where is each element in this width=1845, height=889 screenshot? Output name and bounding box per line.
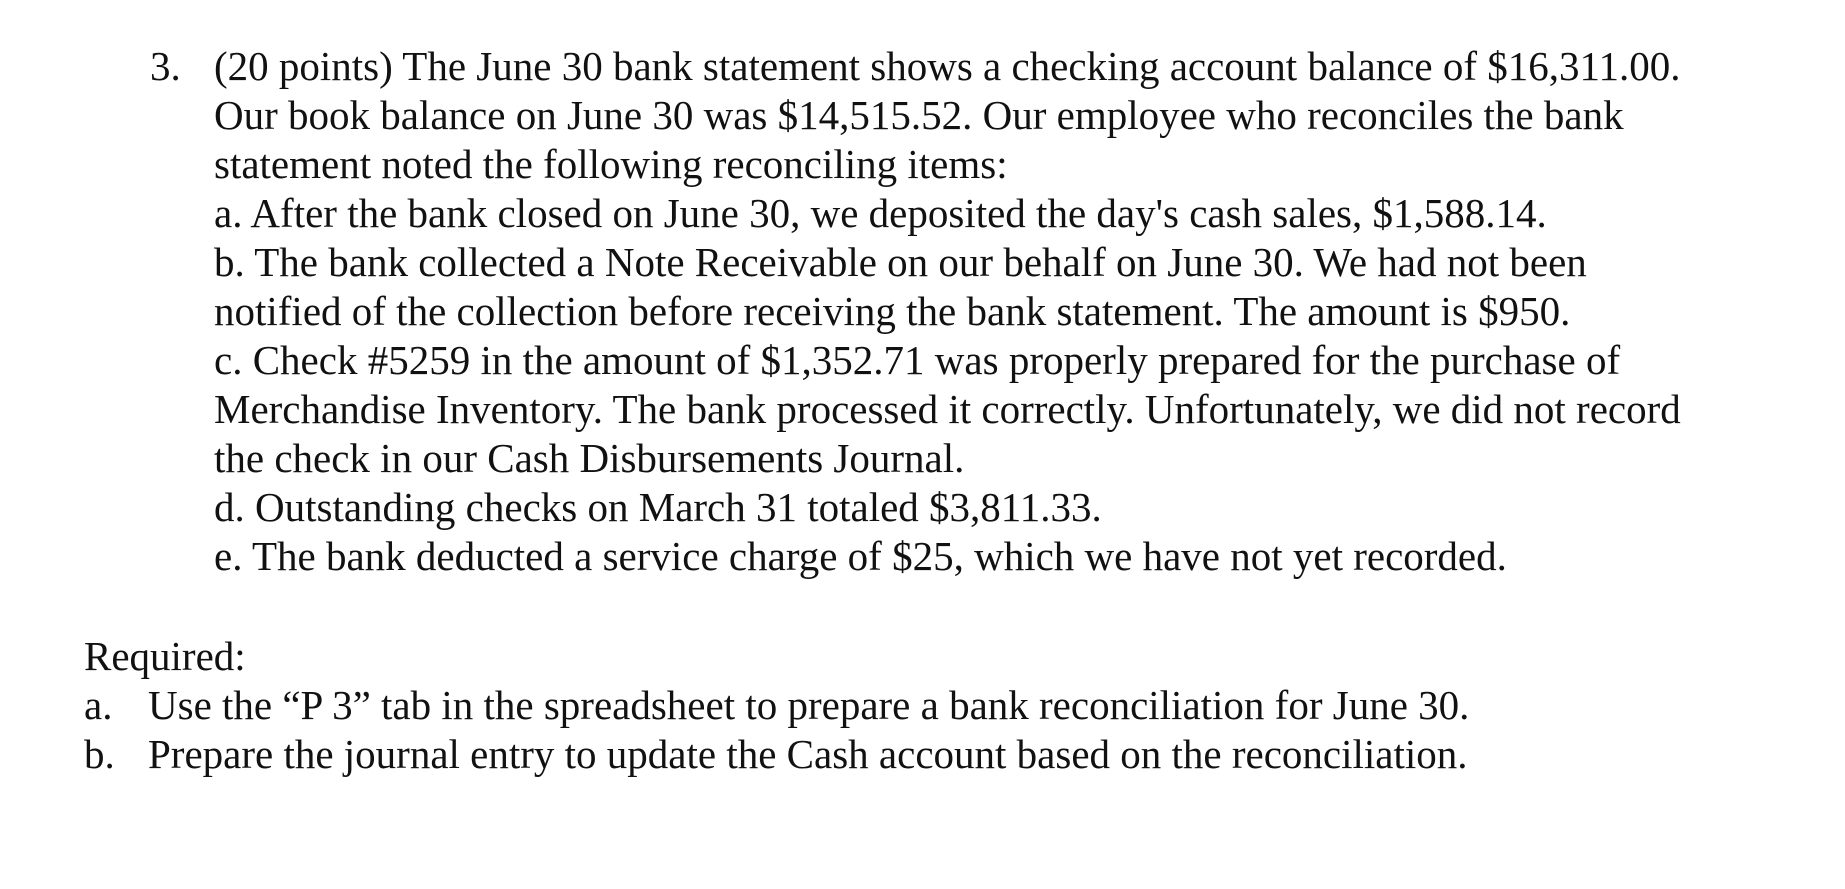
required-heading: Required: [84, 633, 246, 679]
problem-number: 3. [150, 43, 181, 89]
problem-row [150, 42, 1750, 581]
reconciling-item-d: d. Outstanding checks on March 31 totaled $3,811.33. [214, 484, 1102, 530]
required-marker: b. [84, 731, 115, 777]
required-item-a [84, 681, 1684, 730]
reconciling-item-e: e. The bank deducted a service charge of $25, which we have not yet recorded. [214, 533, 1507, 579]
required-text: Use the “P 3” tab in the spreadsheet to prepare a bank reconciliation for June 30. [148, 682, 1470, 728]
problem-line: (20 points) The June 30 bank statement shows a checking account balance of $16,311.00. [214, 43, 1681, 89]
problem-line: statement noted the following reconciling items: [214, 141, 1008, 187]
problem-text [214, 42, 1750, 581]
required-section [84, 632, 1684, 779]
reconciling-item-b-continued: notified of the collection before receiving the bank statement. The amount is $950. [214, 288, 1571, 334]
reconciling-item-c: c. Check #5259 in the amount of $1,352.71 was properly prepared for the purchase of [214, 337, 1621, 383]
reconciling-item-c-continued: Merchandise Inventory. The bank processed it correctly. Unfortunately, we did not record [214, 386, 1681, 432]
problem-line: Our book balance on June 30 was $14,515.52. Our employee who reconciles the bank [214, 92, 1624, 138]
reconciling-item-a: a. After the bank closed on June 30, we deposited the day's cash sales, $1,588.14. [214, 190, 1547, 236]
required-marker: a. [84, 682, 113, 728]
problem-3 [150, 42, 1750, 581]
required-item-b [84, 730, 1684, 779]
reconciling-item-c-continued: the check in our Cash Disbursements Journal. [214, 435, 965, 481]
reconciling-item-b: b. The bank collected a Note Receivable on our behalf on June 30. We had not been [214, 239, 1587, 285]
required-text: Prepare the journal entry to update the Cash account based on the reconciliation. [148, 731, 1468, 777]
